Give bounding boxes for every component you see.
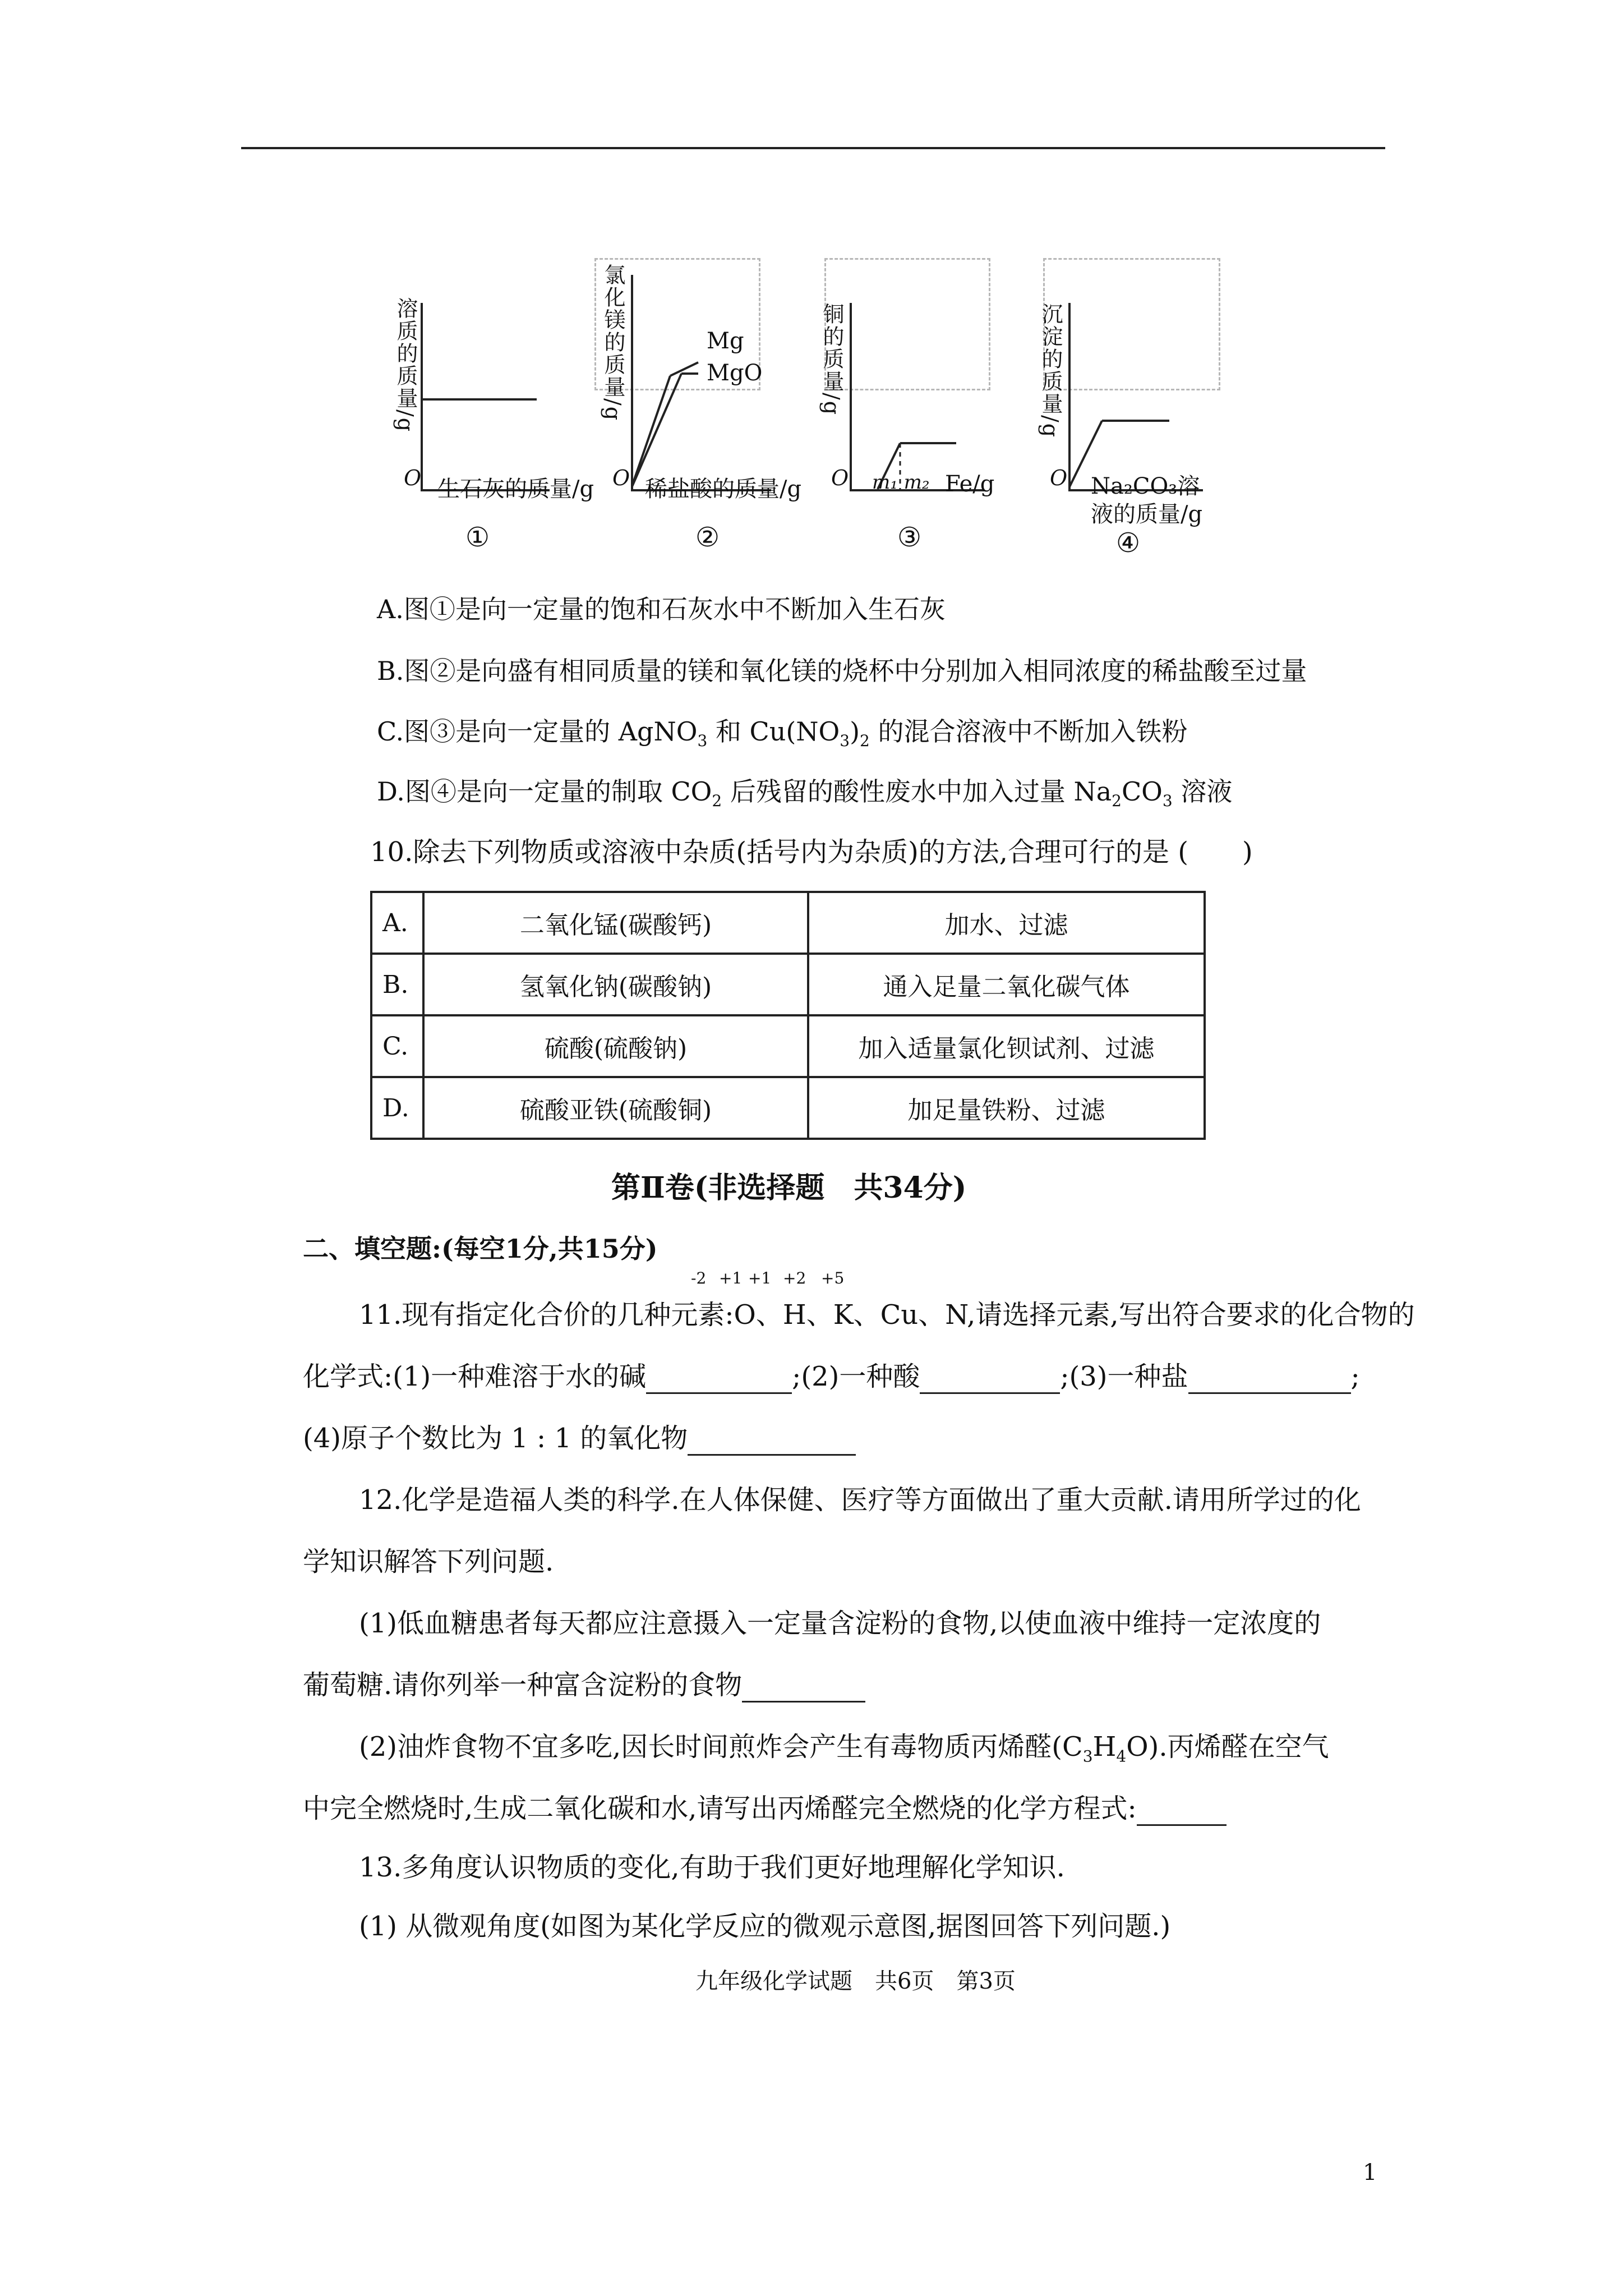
graph-4-y-label: 沉淀的质量/g <box>1038 303 1063 439</box>
answer-blank-5[interactable] <box>742 1669 865 1703</box>
q10-row-d-method: 加足量铁粉、过滤 <box>808 1077 1205 1139</box>
q12-line4 <box>303 1663 865 1703</box>
header-rule <box>241 147 1385 149</box>
valence-h: +1 <box>719 1269 743 1287</box>
q12-line1: 12.化学是造福人类的科学.在人体保健、医疗等方面做出了重大贡献.请用所学过的化 <box>359 1484 1361 1516</box>
graph-2-number: ② <box>695 522 720 553</box>
q10-table <box>370 891 1206 1140</box>
graph-1-line <box>422 398 537 401</box>
graph-1 <box>387 269 594 561</box>
q12-line3: (1)低血糖患者每天都应注意摄入一定量含淀粉的食物,以使血液中维持一定浓度的 <box>359 1608 1321 1639</box>
graph-1-origin: O <box>404 466 422 490</box>
graph-4-x-label-line1: Na₂CO₃溶 <box>1091 473 1200 499</box>
q11-line2-part3: ;(3)一种盐 <box>1060 1361 1188 1392</box>
q10-row-a-letter: A. <box>371 892 423 954</box>
graph-3-ticks: m₁ m₂ <box>872 471 930 494</box>
graph-3-y-label: 铜的质量/g <box>819 303 844 416</box>
q10-row-d-substance: 硫酸亚铁(硫酸铜) <box>423 1077 808 1139</box>
q11-line1: 11.现有指定化合价的几种元素:O、H、K、Cu、N,请选择元素,写出符合要求的化合物的 <box>359 1299 1415 1331</box>
table-row <box>371 1015 1205 1077</box>
q10-row-a-method: 加水、过滤 <box>808 892 1205 954</box>
q9-option-d-part3: CO <box>1121 776 1163 807</box>
table-row <box>371 954 1205 1015</box>
graph-4-x-label-line2: 液的质量/g <box>1091 501 1203 527</box>
q10-row-c-letter: C. <box>371 1015 423 1077</box>
q11-line2-part4: ; <box>1350 1361 1360 1392</box>
q10-row-d-letter: D. <box>371 1077 423 1139</box>
graph-3-number: ③ <box>897 522 922 553</box>
q11-line2 <box>303 1355 1360 1394</box>
table-row <box>371 892 1205 954</box>
q9-option-a: A.图①是向一定量的饱和石灰水中不断加入生石灰 <box>377 594 946 624</box>
graph-2-x-label: 稀盐酸的质量/g <box>645 476 802 502</box>
q10-row-b-substance: 氢氧化钠(碳酸钠) <box>423 954 808 1015</box>
q12-line6 <box>303 1787 1227 1826</box>
q9-option-b: B.图②是向盛有相同质量的镁和氧化镁的烧杯中分别加入相同浓度的稀盐酸至过量 <box>377 656 1307 686</box>
q12-line5-part3: O).丙烯醛在空气 <box>1126 1731 1329 1763</box>
valence-n: +5 <box>821 1269 845 1287</box>
q12-line4-text: 葡萄糖.请你列举一种富含淀粉的食物 <box>303 1669 743 1701</box>
answer-blank-3[interactable] <box>1188 1361 1351 1394</box>
page-number: 1 <box>1363 2160 1377 2185</box>
q12-line2: 学知识解答下列问题. <box>303 1546 554 1577</box>
q9-option-d-part4: 溶液 <box>1181 776 1233 807</box>
q13-line1: 13.多角度认识物质的变化,有助于我们更好地理解化学知识. <box>359 1852 1065 1883</box>
graph-1-y-label: 溶质的质量/g <box>393 297 418 433</box>
graph-2-origin: O <box>612 466 630 490</box>
q12-line5-part2: H <box>1092 1731 1117 1763</box>
q11-line3-text: (4)原子个数比为 1 : 1 的氧化物 <box>303 1423 688 1454</box>
q9-option-c-part2: 和 Cu(NO <box>715 716 840 747</box>
valence-k: +1 <box>748 1269 772 1287</box>
graph-2 <box>600 264 813 561</box>
graph-4 <box>1038 269 1251 561</box>
q9-option-c: C.图③是向一定量的 AgNO$_3$ 和 $Cu(NO_3)_2$ 的混合溶液中不断加入铁粉 <box>377 716 1188 751</box>
part-title: 二、填空题:(每空1分,共15分) <box>303 1234 658 1264</box>
q9-option-d-part1: D.图④是向一定量的制取 CO <box>377 776 712 807</box>
graph-2-y-label: 氯化镁的质量/g <box>601 264 625 422</box>
graph-1-y-axis <box>421 303 423 491</box>
q9-option-c-part3: 的混合溶液中不断加入铁粉 <box>878 716 1188 747</box>
q12-line6-text: 中完全燃烧时,生成二氧化碳和水,请写出丙烯醛完全燃烧的化学方程式: <box>303 1793 1137 1824</box>
answer-blank-6[interactable] <box>1137 1793 1227 1826</box>
graph-2-mgo-label: MgO <box>707 360 763 386</box>
graph-4-number: ④ <box>1116 527 1141 559</box>
q12-line5-part1: (2)油炸食物不宜多吃,因长时间煎炸会产生有毒物质丙烯醛(C <box>359 1731 1083 1763</box>
q10-stem: 10.除去下列物质或溶液中杂质(括号内为杂质)的方法,合理可行的是 ( ) <box>370 836 1253 868</box>
graph-2-lines <box>631 314 777 491</box>
q10-row-a-substance: 二氧化锰(碳酸钙) <box>423 892 808 954</box>
q10-row-b-method: 通入足量二氧化碳气体 <box>808 954 1205 1015</box>
graph-3-origin: O <box>831 466 849 490</box>
graph-3-x-label: Fe/g <box>945 471 995 497</box>
q11-line2-part1: 化学式:(1)一种难溶于水的碱 <box>303 1361 647 1392</box>
graph-2-mg-label: Mg <box>707 328 744 354</box>
q10-row-c-method: 加入适量氯化钡试剂、过滤 <box>808 1015 1205 1077</box>
q11-line2-part2: ;(2)一种酸 <box>792 1361 920 1392</box>
answer-blank-1[interactable] <box>646 1361 792 1394</box>
q9-option-d-part2: 后残留的酸性废水中加入过量 Na <box>730 776 1112 807</box>
answer-blank-4[interactable] <box>688 1423 856 1456</box>
valence-o: -2 <box>691 1269 707 1287</box>
graph-1-x-label: 生石灰的质量/g <box>437 476 594 502</box>
valence-cu: +2 <box>783 1269 806 1287</box>
q9-option-c-part1: C.图③是向一定量的 AgNO <box>377 716 698 747</box>
page-footer: 九年级化学试题 共6页 第3页 <box>695 1968 1016 1994</box>
q12-line5: (2)油炸食物不宜多吃,因长时间煎炸会产生有毒物质丙烯醛$(C_3H_4O)$.丙烯醛在空气 <box>359 1731 1329 1766</box>
q10-row-b-letter: B. <box>371 954 423 1015</box>
graph-3 <box>819 269 1021 561</box>
section-title: 第Ⅱ卷(非选择题 共34分) <box>611 1171 967 1205</box>
q10-row-c-substance: 硫酸(硫酸钠) <box>423 1015 808 1077</box>
q11-line3 <box>303 1416 856 1456</box>
q13-line2: (1) 从微观角度(如图为某化学反应的微观示意图,据图回答下列问题.) <box>359 1911 1171 1942</box>
q9-option-d: D.图④是向一定量的制取 $CO_2$ 后残留的酸性废水中加入过量 $Na_2CO_3$ 溶液 <box>377 776 1233 811</box>
answer-blank-2[interactable] <box>920 1361 1060 1394</box>
graph-4-origin: O <box>1050 466 1068 490</box>
graph-1-number: ① <box>465 522 490 553</box>
table-row <box>371 1077 1205 1139</box>
question-9-graphs <box>387 264 1262 561</box>
